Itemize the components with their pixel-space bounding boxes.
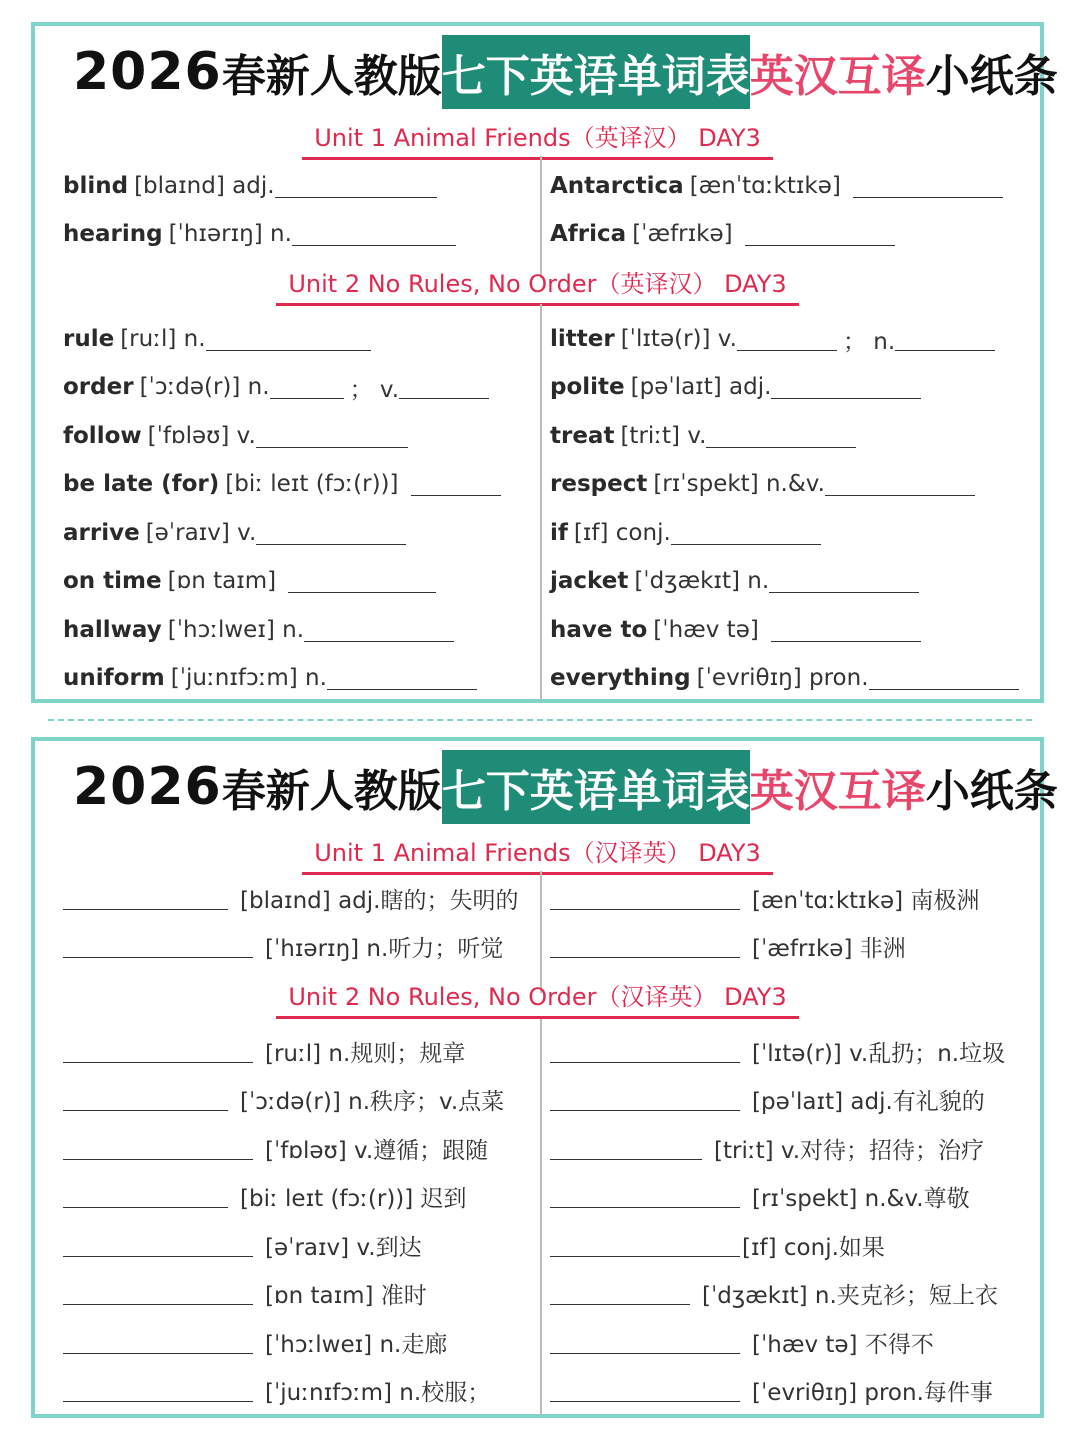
answer-blank[interactable] bbox=[853, 175, 1003, 198]
vocab-phonetic: [ˈfɒləʊ] v. bbox=[147, 423, 256, 449]
list-item bbox=[63, 369, 489, 405]
vocab-meaning: [ˈdʒækɪt] n.夹克衫；短上衣 bbox=[702, 1282, 998, 1309]
title-part3: 英汉互译 bbox=[749, 51, 926, 102]
list-item bbox=[550, 612, 921, 648]
answer-blank[interactable] bbox=[63, 935, 253, 958]
list-item bbox=[63, 1227, 422, 1263]
list-item bbox=[550, 1275, 998, 1311]
unit1-heading bbox=[35, 833, 1040, 875]
title-part2: 七下英语单词表 bbox=[442, 35, 750, 109]
vocab-meaning: [ˈæfrɪkə] 非洲 bbox=[752, 935, 906, 962]
column-divider bbox=[540, 871, 542, 993]
vocab-word: respect bbox=[550, 471, 648, 497]
vocab-pos: ； n. bbox=[842, 328, 896, 355]
vocab-phonetic: [biː leɪt (fɔː(r))] bbox=[225, 471, 399, 497]
vocab-phonetic: [əˈraɪv] v. bbox=[145, 520, 257, 546]
unit1-heading-text: Unit 1 Animal Friends（汉译英） DAY3 bbox=[302, 833, 773, 875]
answer-blank[interactable] bbox=[63, 1282, 253, 1305]
answer-blank[interactable] bbox=[550, 1137, 702, 1160]
vocab-word: hallway bbox=[63, 617, 162, 643]
unit1-heading bbox=[35, 118, 1040, 160]
list-item bbox=[63, 1275, 427, 1311]
list-item bbox=[550, 321, 995, 357]
vocab-word: be late (for) bbox=[63, 471, 220, 497]
answer-blank[interactable] bbox=[550, 1379, 740, 1402]
list-item bbox=[550, 660, 1019, 696]
vocab-phonetic: [rɪˈspekt] n.&v. bbox=[653, 471, 825, 497]
list-item bbox=[63, 321, 371, 357]
answer-blank[interactable] bbox=[288, 570, 436, 593]
answer-blank[interactable] bbox=[706, 425, 856, 448]
answer-blank[interactable] bbox=[411, 473, 501, 496]
vocab-word: Africa bbox=[550, 221, 627, 247]
vocab-word: blind bbox=[63, 173, 129, 199]
list-item bbox=[63, 1081, 504, 1117]
vocab-word: jacket bbox=[550, 568, 629, 594]
column-divider bbox=[540, 304, 542, 700]
answer-blank[interactable] bbox=[550, 1282, 690, 1305]
vocab-word: Antarctica bbox=[550, 173, 684, 199]
answer-blank[interactable] bbox=[550, 887, 740, 910]
vocab-phonetic: [ruːl] n. bbox=[120, 326, 206, 352]
vocab-meaning: [ruːl] n.规则；规章 bbox=[265, 1040, 466, 1067]
vocab-word: on time bbox=[63, 568, 162, 594]
answer-blank[interactable] bbox=[63, 1331, 253, 1354]
answer-blank[interactable] bbox=[550, 1185, 740, 1208]
card-en-to-cn bbox=[31, 22, 1058, 703]
vocab-phonetic: [triːt] v. bbox=[620, 423, 707, 449]
vocab-meaning: [pəˈlaɪt] adj.有礼貌的 bbox=[752, 1088, 985, 1115]
card-title bbox=[73, 36, 1058, 108]
answer-blank[interactable] bbox=[256, 425, 408, 448]
answer-blank[interactable] bbox=[895, 328, 995, 351]
answer-blank[interactable] bbox=[63, 887, 228, 910]
vocab-meaning: [ˈhɔːlweɪ] n.走廊 bbox=[265, 1331, 448, 1358]
vocab-phonetic: [ɒn taɪm] bbox=[167, 568, 277, 594]
answer-blank[interactable] bbox=[304, 619, 454, 642]
vocab-phonetic: [ˈhɪərɪŋ] n. bbox=[168, 221, 292, 247]
vocab-word: order bbox=[63, 374, 134, 400]
answer-blank[interactable] bbox=[206, 328, 371, 351]
list-item bbox=[63, 1033, 465, 1069]
title-year: 2026 bbox=[73, 757, 222, 817]
answer-blank[interactable] bbox=[825, 473, 975, 496]
list-item bbox=[550, 880, 979, 916]
vocab-meaning: [ˈevriθɪŋ] pron.每件事 bbox=[752, 1379, 993, 1406]
title-part1: 春新人教版 bbox=[221, 766, 442, 817]
answer-blank[interactable] bbox=[63, 1379, 253, 1402]
title-part1: 春新人教版 bbox=[221, 51, 442, 102]
vocab-word: rule bbox=[63, 326, 115, 352]
answer-blank[interactable] bbox=[327, 667, 477, 690]
vocab-word: litter bbox=[550, 326, 615, 352]
vocab-word: have to bbox=[550, 617, 648, 643]
vocab-word: follow bbox=[63, 423, 142, 449]
vocab-phonetic: [ˈæfrɪkə] bbox=[632, 221, 733, 247]
title-part4: 小纸条 bbox=[925, 766, 1058, 817]
vocab-meaning: [ˈfɒləʊ] v.遵循；跟随 bbox=[265, 1137, 489, 1164]
card-cn-to-en bbox=[31, 737, 1058, 1418]
vocab-phonetic: [ˈjuːnɪfɔːm] n. bbox=[170, 665, 327, 691]
list-item bbox=[63, 1372, 490, 1408]
column-divider bbox=[540, 1019, 542, 1415]
list-item bbox=[63, 418, 408, 454]
vocab-word: if bbox=[550, 520, 568, 546]
vocab-meaning: [blaɪnd] adj.瞎的；失明的 bbox=[240, 887, 519, 914]
list-item bbox=[550, 168, 1003, 204]
answer-blank[interactable] bbox=[671, 522, 821, 545]
list-item bbox=[550, 1033, 1005, 1069]
list-item bbox=[63, 1130, 488, 1166]
column-divider bbox=[540, 156, 542, 278]
vocab-phonetic: [ˈevriθɪŋ] pron. bbox=[696, 665, 869, 691]
list-item bbox=[550, 369, 921, 405]
answer-blank[interactable] bbox=[63, 1137, 253, 1160]
list-item bbox=[63, 563, 436, 599]
vocab-phonetic: [ˈhɔːlweɪ] n. bbox=[167, 617, 305, 643]
vocab-meaning: [biː leɪt (fɔː(r))] 迟到 bbox=[240, 1185, 467, 1212]
card-title bbox=[73, 751, 1058, 823]
answer-blank[interactable] bbox=[63, 1234, 253, 1257]
vocab-phonetic: [ˈhæv tə] bbox=[653, 617, 759, 643]
answer-blank[interactable] bbox=[550, 1088, 740, 1111]
answer-blank[interactable] bbox=[771, 619, 921, 642]
vocab-meaning: [ænˈtɑːktɪkə] 南极洲 bbox=[752, 887, 980, 914]
vocab-word: uniform bbox=[63, 665, 165, 691]
vocab-phonetic: [ˈdʒækɪt] n. bbox=[634, 568, 770, 594]
list-item bbox=[550, 1081, 985, 1117]
answer-blank[interactable] bbox=[270, 376, 344, 399]
list-item bbox=[63, 1178, 467, 1214]
list-item bbox=[63, 1324, 447, 1360]
answer-blank[interactable] bbox=[869, 667, 1019, 690]
list-item bbox=[550, 1372, 993, 1408]
answer-blank[interactable] bbox=[550, 935, 740, 958]
vocab-meaning: [ˈɔːdə(r)] n.秩序；v.点菜 bbox=[240, 1088, 505, 1115]
vocab-meaning: [ɪf] conj.如果 bbox=[742, 1234, 885, 1261]
answer-blank[interactable] bbox=[275, 175, 437, 198]
answer-blank[interactable] bbox=[771, 376, 921, 399]
vocab-meaning: [ˈjuːnɪfɔːm] n.校服； bbox=[265, 1379, 491, 1406]
list-item bbox=[550, 216, 895, 252]
unit2-heading bbox=[35, 977, 1040, 1019]
vocab-word: hearing bbox=[63, 221, 163, 247]
answer-blank[interactable] bbox=[745, 223, 895, 246]
list-item bbox=[550, 1227, 885, 1263]
answer-blank[interactable] bbox=[737, 328, 837, 351]
vocab-word: everything bbox=[550, 665, 691, 691]
unit1-heading-text: Unit 1 Animal Friends（英译汉） DAY3 bbox=[302, 118, 773, 160]
vocab-phonetic: [pəˈlaɪt] adj. bbox=[630, 374, 772, 400]
list-item bbox=[63, 928, 503, 964]
unit2-heading-text: Unit 2 No Rules, No Order（英译汉） DAY3 bbox=[276, 264, 798, 306]
answer-blank[interactable] bbox=[550, 1331, 740, 1354]
answer-blank[interactable] bbox=[550, 1040, 740, 1063]
vocab-phonetic: [ˈɔːdə(r)] n. bbox=[139, 374, 270, 400]
list-item bbox=[550, 1130, 984, 1166]
answer-blank[interactable] bbox=[63, 1088, 228, 1111]
answer-blank[interactable] bbox=[769, 570, 919, 593]
answer-blank[interactable] bbox=[399, 376, 489, 399]
list-item bbox=[63, 880, 518, 916]
answer-blank[interactable] bbox=[550, 1234, 740, 1257]
list-item bbox=[550, 563, 919, 599]
list-item bbox=[63, 660, 477, 696]
list-item bbox=[63, 515, 406, 551]
vocab-meaning: [əˈraɪv] v.到达 bbox=[265, 1234, 422, 1261]
vocab-phonetic: [ɪf] conj. bbox=[573, 520, 671, 546]
list-item bbox=[550, 1178, 970, 1214]
title-part3: 英汉互译 bbox=[749, 766, 926, 817]
title-part4: 小纸条 bbox=[925, 51, 1058, 102]
list-item bbox=[550, 928, 906, 964]
answer-blank[interactable] bbox=[63, 1040, 253, 1063]
list-item bbox=[63, 216, 456, 252]
list-item bbox=[63, 612, 454, 648]
vocab-phonetic: [blaɪnd] adj. bbox=[134, 173, 275, 199]
vocab-meaning: [triːt] v.对待；招待；治疗 bbox=[714, 1137, 985, 1164]
list-item bbox=[63, 168, 437, 204]
list-item bbox=[550, 515, 821, 551]
vocab-pos: ； v. bbox=[349, 376, 400, 403]
vocab-word: treat bbox=[550, 423, 615, 449]
vocab-meaning: [ˈlɪtə(r)] v.乱扔；n.垃圾 bbox=[752, 1040, 1006, 1067]
title-year: 2026 bbox=[73, 42, 222, 102]
list-item bbox=[550, 466, 975, 502]
vocab-word: arrive bbox=[63, 520, 140, 546]
vocab-word: polite bbox=[550, 374, 625, 400]
answer-blank[interactable] bbox=[292, 223, 456, 246]
vocab-meaning: [ˈhɪərɪŋ] n.听力；听觉 bbox=[265, 935, 504, 962]
list-item bbox=[63, 466, 501, 502]
vocab-meaning: [ɒn taɪm] 准时 bbox=[265, 1282, 427, 1309]
answer-blank[interactable] bbox=[256, 522, 406, 545]
title-part2: 七下英语单词表 bbox=[442, 750, 750, 824]
cut-line bbox=[48, 719, 1032, 721]
vocab-meaning: [ˈhæv tə] 不得不 bbox=[752, 1331, 934, 1358]
answer-blank[interactable] bbox=[63, 1185, 228, 1208]
unit2-heading-text: Unit 2 No Rules, No Order（汉译英） DAY3 bbox=[276, 977, 798, 1019]
list-item bbox=[550, 1324, 934, 1360]
unit2-heading bbox=[35, 264, 1040, 306]
vocab-phonetic: [ˈlɪtə(r)] v. bbox=[620, 326, 737, 352]
vocab-phonetic: [ænˈtɑːktɪkə] bbox=[689, 173, 841, 199]
vocab-meaning: [rɪˈspekt] n.&v.尊敬 bbox=[752, 1185, 970, 1212]
list-item bbox=[550, 418, 856, 454]
